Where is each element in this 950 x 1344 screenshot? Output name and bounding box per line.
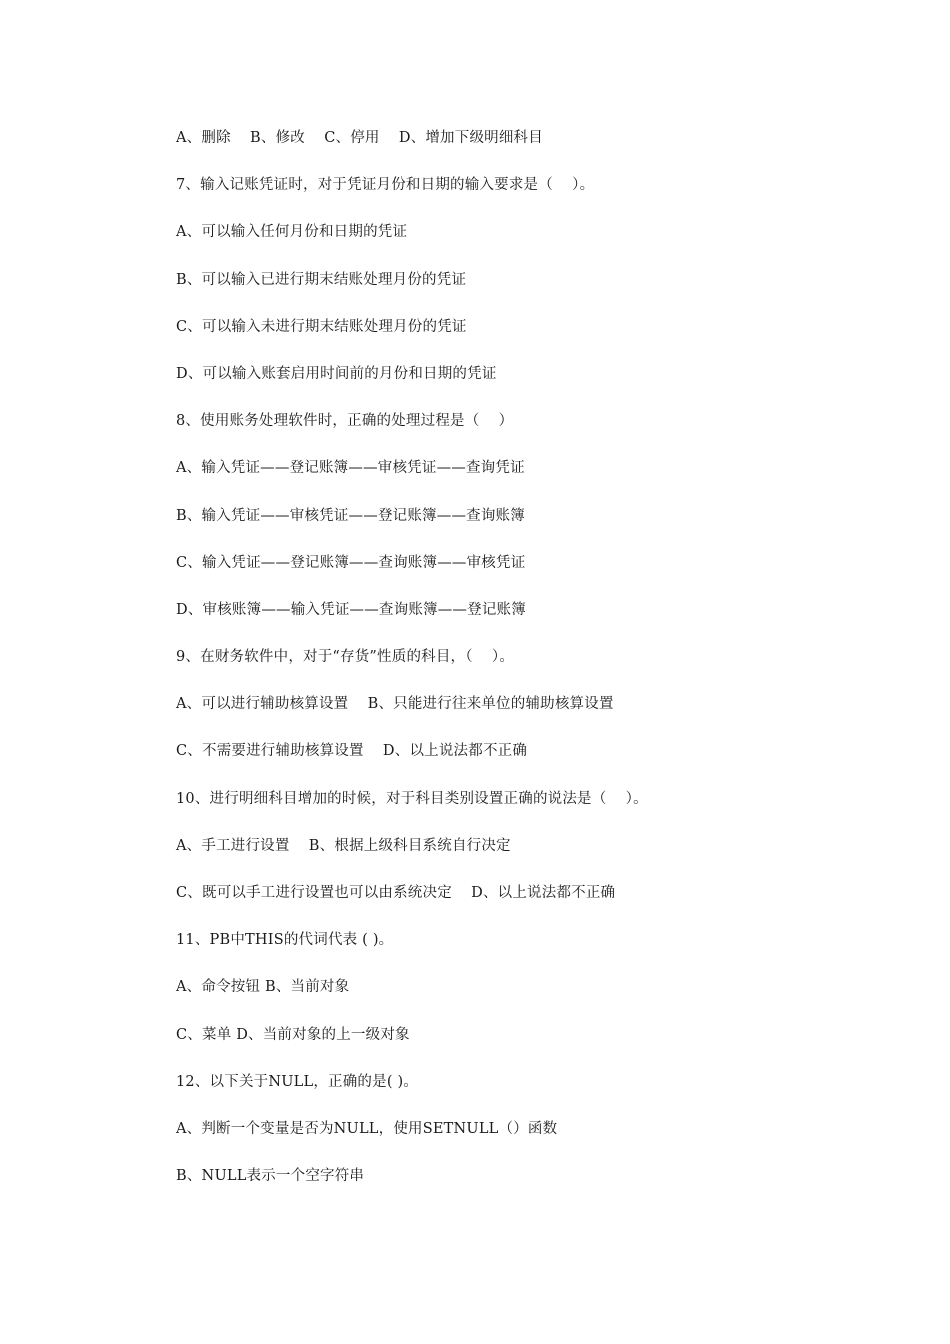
option-7b: B、可以输入已进行期末结账处理月份的凭证 <box>176 271 467 288</box>
question-8: 8、使用账务处理软件时，正确的处理过程是（ ） <box>176 413 514 430</box>
option-11ab: A、命令按钮 B、当前对象 <box>176 979 350 996</box>
question-12: 12、以下关于NULL，正确的是( )。 <box>176 1073 419 1090</box>
question-10: 10、进行明细科目增加的时候，对于科目类别设置正确的说法是（ ）。 <box>176 790 648 807</box>
question-7: 7、输入记账凭证时，对于凭证月份和日期的输入要求是（ ）。 <box>176 177 595 194</box>
option-7d: D、可以输入账套启用时间前的月份和日期的凭证 <box>176 365 497 382</box>
option-8b: B、输入凭证——审核凭证——登记账簿——查询账簿 <box>176 507 525 524</box>
question-11: 11、PB中THIS的代词代表 ( )。 <box>176 932 394 949</box>
option-10cd: C、既可以手工进行设置也可以由系统决定 D、以上说法都不正确 <box>176 885 616 901</box>
option-9cd: C、不需要进行辅助核算设置 D、以上说法都不正确 <box>176 743 528 760</box>
option-12a: A、判断一个变量是否为NULL，使用SETNULL（）函数 <box>176 1120 558 1137</box>
question-9: 9、在财务软件中，对于“存货”性质的科目，（ ）。 <box>176 649 515 666</box>
option-10ab: A、手工进行设置 B、根据上级科目系统自行决定 <box>176 837 511 854</box>
option-line-q6: A、删除 B、修改 C、停用 D、增加下级明细科目 <box>176 130 543 146</box>
option-7c: C、可以输入未进行期末结账处理月份的凭证 <box>176 318 467 335</box>
option-8d: D、审核账簿——输入凭证——查询账簿——登记账簿 <box>176 601 526 618</box>
option-7a: A、可以输入任何月份和日期的凭证 <box>176 224 408 241</box>
option-11cd: C、菜单 D、当前对象的上一级对象 <box>176 1026 410 1043</box>
option-8c: C、输入凭证——登记账簿——查询账簿——审核凭证 <box>176 554 526 571</box>
option-9ab: A、可以进行辅助核算设置 B、只能进行往来单位的辅助核算设置 <box>176 696 614 713</box>
option-8a: A、输入凭证——登记账簿——审核凭证——查询凭证 <box>176 460 525 477</box>
option-12b: B、NULL表示一个空字符串 <box>176 1168 365 1185</box>
question-text-block <box>176 124 896 1209</box>
